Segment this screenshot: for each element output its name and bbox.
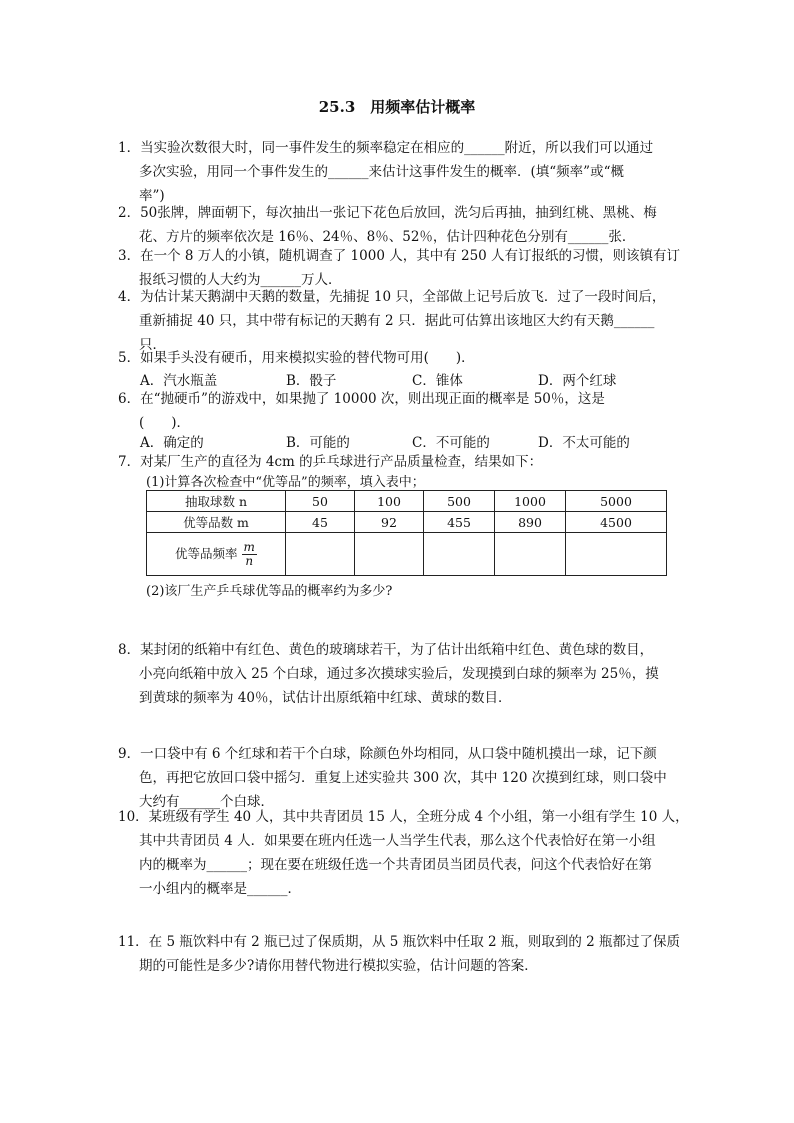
table-cell: 45: [286, 512, 355, 533]
question-line: 1．当实验次数很大时，同一事件发生的频率稳定在相应的______附近，所以我们可以通过: [118, 140, 654, 156]
question-line: 10．某班级有学生 40 人，其中共青团员 15 人，全班分成 4 个小组，第一小组有学生 10 人，: [118, 809, 689, 825]
table-cell: 890: [495, 512, 566, 533]
option-a: A．汽水瓶盖: [140, 373, 218, 389]
answer-cell[interactable]: [566, 533, 667, 576]
table-cell: 92: [355, 512, 424, 533]
question-7-part-1: (1)计算各次检查中“优等品”的频率，填入表中；: [146, 475, 425, 490]
question-line: 9．一口袋中有 6 个红球和若干个白球，除颜色外均相同，从口袋中随机摸出一球，记下颜: [118, 746, 657, 762]
question-line: 色，再把它放回口袋中摇匀．重复上述实验共 300 次，其中 120 次摸到红球，则口袋中: [139, 770, 667, 786]
question-line: 2．50张牌，牌面朝下，每次抽出一张记下花色后放回，洗匀后再抽，抽到红桃、黑桃、梅: [118, 205, 657, 221]
question-line: ( )．: [139, 415, 191, 431]
option-c: C．锥体: [412, 373, 463, 389]
question-line: 其中共青团员 4 人．如果要在班内任选一人当学生代表，那么这个代表恰好在第一小组: [139, 833, 656, 849]
option-c: C．不可能的: [412, 435, 490, 451]
question-line: 只．: [139, 337, 166, 353]
row-header: 优等品数 m: [147, 512, 286, 533]
question-line: 内的概率为______；现在要在班级任选一个共青团员当团员代表，问这个代表恰好在第: [139, 857, 652, 873]
answer-cell[interactable]: [495, 533, 566, 576]
table-cell: 5000: [566, 491, 667, 512]
table-row: [147, 491, 667, 512]
row-header-label: 优等品频率: [175, 545, 238, 561]
option-b: B．骰子: [286, 373, 337, 389]
question-10: [118, 805, 689, 901]
question-line: 6．在“抛硬币”的游戏中，如果抛了 10000 次，则出现正面的概率是 50％，这是: [118, 391, 605, 407]
table-row: [147, 512, 667, 533]
table-cell: 1000: [495, 491, 566, 512]
fraction-numerator: m: [243, 539, 255, 554]
answer-cell[interactable]: [286, 533, 355, 576]
question-line: 花、方片的频率依次是 16％、24％、8％、52％，估计四种花色分别有______张．: [139, 229, 636, 245]
option-d: D．不太可能的: [538, 435, 630, 451]
option-d: D．两个红球: [538, 373, 617, 389]
question-2: [118, 201, 678, 249]
table-cell: 4500: [566, 512, 667, 533]
question-line: 报纸习惯的人大约为______万人．: [139, 272, 342, 288]
question-line: 重新捕捉 40 只，其中带有标记的天鹅有 2 只．据此可估算出该地区大约有天鹅______: [139, 313, 655, 329]
row-header: 抽取球数 n: [147, 491, 286, 512]
question-9: [118, 742, 678, 814]
question-11: [118, 930, 681, 978]
question-line: 11．在 5 瓶饮料中有 2 瓶已过了保质期，从 5 瓶饮料中任取 2 瓶，则取到的 2 瓶都过了保质: [118, 934, 681, 950]
fraction-denominator: n: [245, 553, 254, 568]
question-8: [118, 638, 678, 710]
table-cell: 100: [355, 491, 424, 512]
question-6: [118, 387, 678, 435]
question-5: [118, 346, 678, 370]
answer-cell[interactable]: [355, 533, 424, 576]
table-cell: 500: [424, 491, 495, 512]
table-cell: 455: [424, 512, 495, 533]
fraction-m-over-n: [242, 541, 257, 568]
answer-cell[interactable]: [424, 533, 495, 576]
question-line: 小亮向纸箱中放入 25 个白球，通过多次摸球实验后，发现摸到白球的频率为 25％，摸: [139, 666, 659, 682]
question-line: 4．为估计某天鹅湖中天鹅的数量，先捕捉 10 只，全部做上记号后放飞．过了一段时间后，: [118, 289, 666, 305]
question-line: 5．如果手头没有硬币，用来模拟实验的替代物可用( )．: [118, 350, 475, 366]
question-line: 大约有______个白球．: [139, 794, 274, 810]
question-line: 率”): [139, 188, 165, 204]
page-title: 25.3 用频率估计概率: [318, 98, 476, 116]
option-a: A．确定的: [140, 435, 204, 451]
question-line: 3．在一个 8 万人的小镇，随机调查了 1000 人，其中有 250 人有订报纸的习惯，则该镇有订: [118, 248, 681, 264]
option-b: B．可能的: [286, 435, 350, 451]
question-line: 一小组内的概率是______．: [139, 881, 301, 897]
table-row: [147, 533, 667, 576]
question-7-part-2: (2)该厂生产乒乓球优等品的概率约为多少?: [146, 584, 393, 599]
row-header: [147, 533, 286, 576]
question-line: 7．对某厂生产的直径为 4cm 的乒乓球进行产品质量检查，结果如下：: [118, 454, 543, 470]
question-line: 到黄球的频率为 40％，试估计出原纸箱中红球、黄球的数目．: [139, 690, 512, 706]
question-line: 8．某封闭的纸箱中有红色、黄色的玻璃球若干，为了估计出纸箱中红色、黄色球的数目，: [118, 642, 654, 658]
question-1: [118, 136, 678, 208]
table-cell: 50: [286, 491, 355, 512]
frequency-table: [146, 490, 667, 576]
question-line: 多次实验，用同一个事件发生的______来估计这事件发生的概率．(填“频率”或“概: [139, 164, 624, 180]
question-line: 期的可能性是多少?请你用替代物进行模拟实验，估计问题的答案．: [139, 958, 538, 974]
